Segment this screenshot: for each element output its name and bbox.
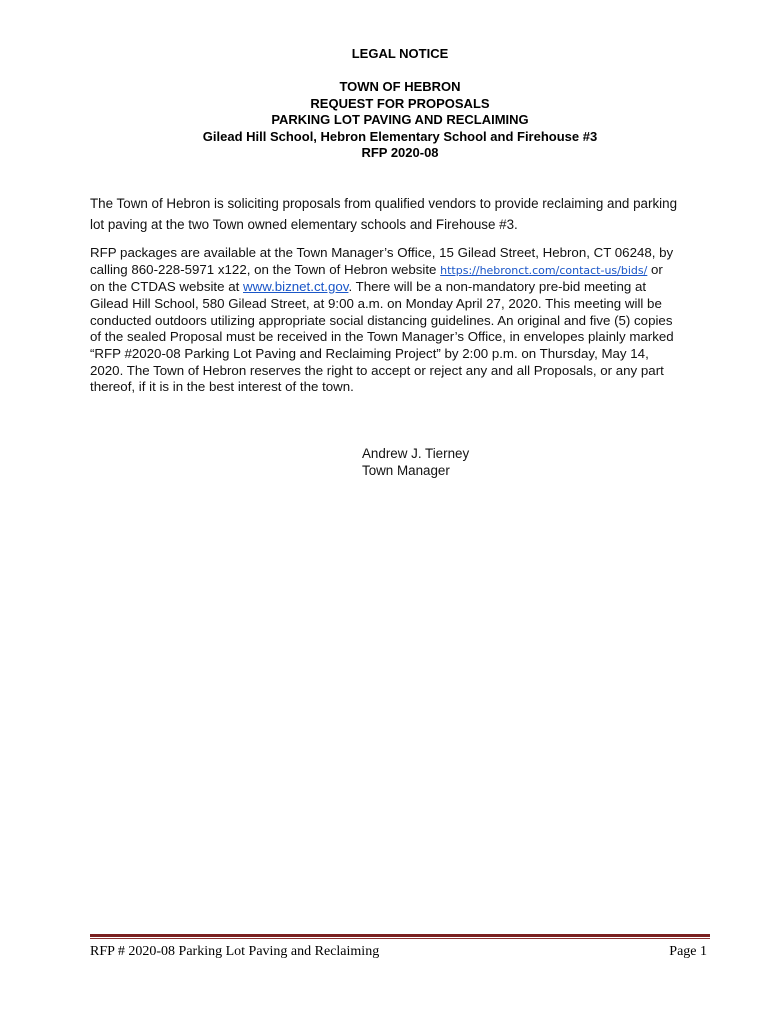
town-title: TOWN OF HEBRON <box>339 79 461 94</box>
intro-paragraph <box>90 194 712 235</box>
rfp-heading-block <box>90 79 710 162</box>
details-line: Gilead Hill School, 580 Gilead Street, at 9:00 a.m. on Monday April 27, 2020. This meeting will be <box>90 295 662 311</box>
signatory-title: Town Manager <box>362 462 450 478</box>
intro-line: The Town of Hebron is soliciting proposals from qualified vendors to provide reclaiming and parking <box>90 196 678 211</box>
details-line: conducted outdoors utilizing appropriate social distancing guidelines. An original and five (5) copies <box>90 312 673 328</box>
locations-title: Gilead Hill School, Hebron Elementary School and Firehouse #3 <box>202 128 598 144</box>
hebron-bids-link[interactable]: https://hebronct.com/contact-us/bids/ <box>440 263 648 277</box>
details-paragraph <box>90 245 712 396</box>
details-line: 2020. The Town of Hebron reserves the right to accept or reject any and all Proposals, or any part <box>90 362 664 378</box>
rfp-number-title: RFP 2020-08 <box>361 145 439 161</box>
project-title: PARKING LOT PAVING AND RECLAIMING <box>271 112 529 128</box>
legal-notice-heading <box>90 46 710 63</box>
footer-title: RFP # 2020-08 Parking Lot Paving and Reclaiming <box>90 944 380 959</box>
details-text: on the CTDAS website at <box>90 279 243 295</box>
details-line: of the sealed Proposal must be received in the Town Manager’s Office, in envelopes plainly marked <box>90 329 674 345</box>
details-line: thereof, if it is in the best interest of the town. <box>90 379 354 395</box>
footer-rule-thin <box>90 938 710 939</box>
details-text: calling 860-228-5971 x122, on the Town of Hebron website <box>90 261 441 277</box>
footer-rule-thick <box>90 934 710 937</box>
details-line <box>90 279 712 296</box>
signatory-name: Andrew J. Tierney <box>362 446 470 461</box>
page-number: Page 1 <box>669 944 707 959</box>
request-title: REQUEST FOR PROPOSALS <box>310 95 490 111</box>
biznet-link[interactable]: www.biznet.ct.gov <box>243 279 349 295</box>
details-text: . There will be a non-mandatory pre-bid meeting at <box>348 279 647 295</box>
intro-line: lot paving at the two Town owned elementary schools and Firehouse #3. <box>90 216 518 232</box>
legal-notice-title: LEGAL NOTICE <box>351 46 449 61</box>
details-line: RFP packages are available at the Town Manager’s Office, 15 Gilead Street, Hebron, CT 06248, by <box>90 245 674 260</box>
details-text: or <box>647 261 663 277</box>
details-line <box>90 262 712 280</box>
details-line: “RFP #2020-08 Parking Lot Paving and Reclaiming Project” by 2:00 p.m. on Thursday, May 14, <box>90 345 649 361</box>
signature-block <box>362 446 469 480</box>
